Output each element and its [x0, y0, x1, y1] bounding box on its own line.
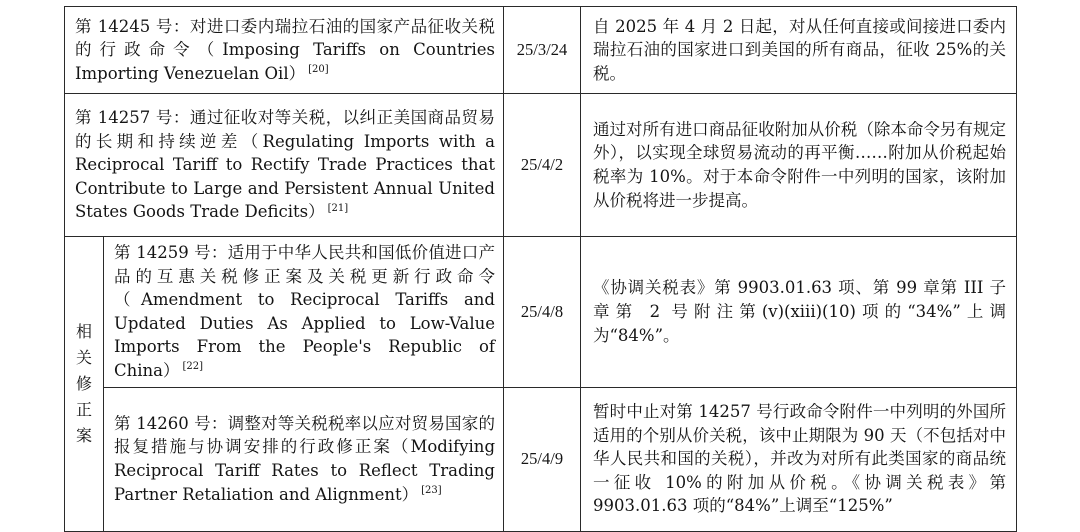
content-cell — [581, 237, 1017, 388]
content-text: 自 2025 年 4 月 2 日起，对从任何直接或间接进口委内瑞拉石油的国家进口到美国的所有商品，征收 25%的关税。 — [593, 16, 1006, 83]
reference-mark: [20] — [308, 64, 329, 76]
content-text: 《协调关税表》第 9903.01.63 项、第 99 章第 III 子章第 2 号附注第(v)(xiii)(10)项的“34%”上调为“84%”。 — [593, 278, 1006, 345]
order-text: 第 14259 号：适用于中华人民共和国低价值进口产品的互惠关税修正案及关税更新行政命令（Amendment to Reciprocal Tariffs and Updated Duties As Applied to Low-Value Imports From the People's Republic of China） — [114, 243, 495, 380]
content-cell — [581, 94, 1017, 237]
order-cell — [65, 7, 504, 94]
reference-mark: [23] — [421, 485, 442, 497]
content-text: 通过对所有进口商品征收附加从价税（除本命令另有规定外），以实现全球贸易流动的再平衡……附加从价税起始税率为 10%。对于本命令附件一中列明的国家，该附加从价税将进一步提高。 — [593, 119, 1006, 210]
amendments-label-char: 正 — [75, 399, 92, 419]
amendments-label-cell — [65, 237, 104, 532]
amendments-label-char: 修 — [75, 373, 92, 393]
table-row — [65, 387, 1017, 531]
amendments-label-char: 案 — [75, 425, 92, 445]
amendments-label-char: 相 — [75, 321, 92, 341]
table-row — [65, 237, 1017, 388]
date-cell: 25/4/2 — [504, 94, 581, 237]
amendments-label-char: 关 — [75, 347, 92, 367]
content-text: 暂时中止对第 14257 号行政命令附件一中列明的外国所适用的个别从价关税，该中止期限为 90 天（不包括对中华人民共和国的关税），并改为对所有此类国家的商品统一征收 10%的附加从价税。《协调关税表》第 9903.01.63 项的“84%”上调至“125%” — [593, 402, 1006, 516]
order-cell — [104, 237, 504, 388]
order-text: 第 14245 号：对进口委内瑞拉石油的国家产品征收关税的行政命令（Imposing Tariffs on Countries Importing Venezuelan Oil） — [75, 16, 495, 83]
order-text: 第 14257 号：通过征收对等关税，以纠正美国商品贸易的长期和持续逆差（Regulating Imports with a Reciprocal Tariff to Rectify Trade Practices that Contribute to Large and Persistent Annual United States Goods Trade Deficits） — [75, 108, 495, 222]
table-row — [65, 7, 1017, 94]
table-row — [65, 94, 1017, 237]
order-cell — [65, 94, 504, 237]
reference-mark: [21] — [327, 202, 349, 214]
date-cell: 25/3/24 — [504, 7, 581, 94]
order-text: 第 14260 号：调整对等关税税率以应对贸易国家的报复措施与协调安排的行政修正案（Modifying Reciprocal Tariff Rates to Reflect Trading Partner Retaliation and Alignment） — [114, 413, 495, 504]
order-cell — [104, 387, 504, 531]
content-cell — [581, 387, 1017, 531]
tariff-orders-table — [64, 6, 1017, 532]
date-cell: 25/4/8 — [504, 237, 581, 388]
reference-mark: [22] — [182, 361, 204, 373]
content-cell — [581, 7, 1017, 94]
date-cell: 25/4/9 — [504, 387, 581, 531]
